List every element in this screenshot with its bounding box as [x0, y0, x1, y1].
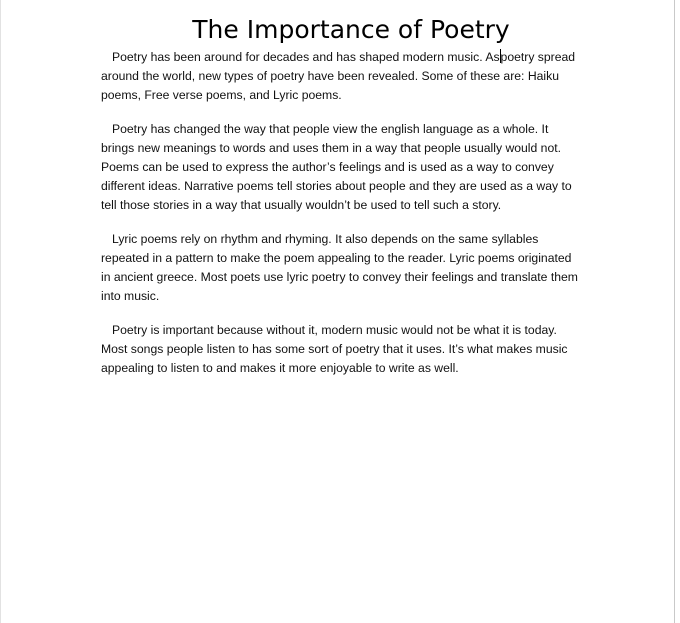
paragraph-4[interactable]: Poetry is important because without it, modern music would not be what it is today. Most songs people listen to has some sort of poetry that it uses. It’s what makes music appealing to listen to and makes it more enjoyable to write as well.	[101, 323, 568, 375]
paragraph-1-text-after-cursor[interactable]: poetry spread around the world, new types of poetry have been revealed. Some of these are: Haiku poems, Free verse poems, and Lyric poems.	[101, 50, 576, 102]
paragraph-1-text-before-cursor[interactable]: Poetry has been around for decades and has shaped modern music. As	[112, 50, 500, 64]
paragraph-3[interactable]: Lyric poems rely on rhythm and rhyming. It also depends on the same syllables repeated in a pattern to make the poem appealing to the reader. Lyric poems originated in ancient greece. Most poets use lyric poetry to convey their feelings and translate them into music.	[101, 232, 578, 303]
paragraph-2[interactable]: Poetry has changed the way that people view the english language as a whole. It brings new meanings to words and uses them in a way that people usually would not. Poems can be used to express the author’s feelings and is used as a way to convey different ideas. Narrative poems tell stories about people and they are used as a way to tell those stories in a way that usually wouldn’t be used to tell such a story.	[101, 122, 572, 212]
page-right-edge	[674, 0, 675, 623]
document-body[interactable]	[101, 14, 581, 393]
page-left-edge	[0, 0, 1, 623]
paragraph-1[interactable]	[101, 48, 581, 105]
document-title[interactable]: The Importance of Poetry	[192, 15, 510, 44]
